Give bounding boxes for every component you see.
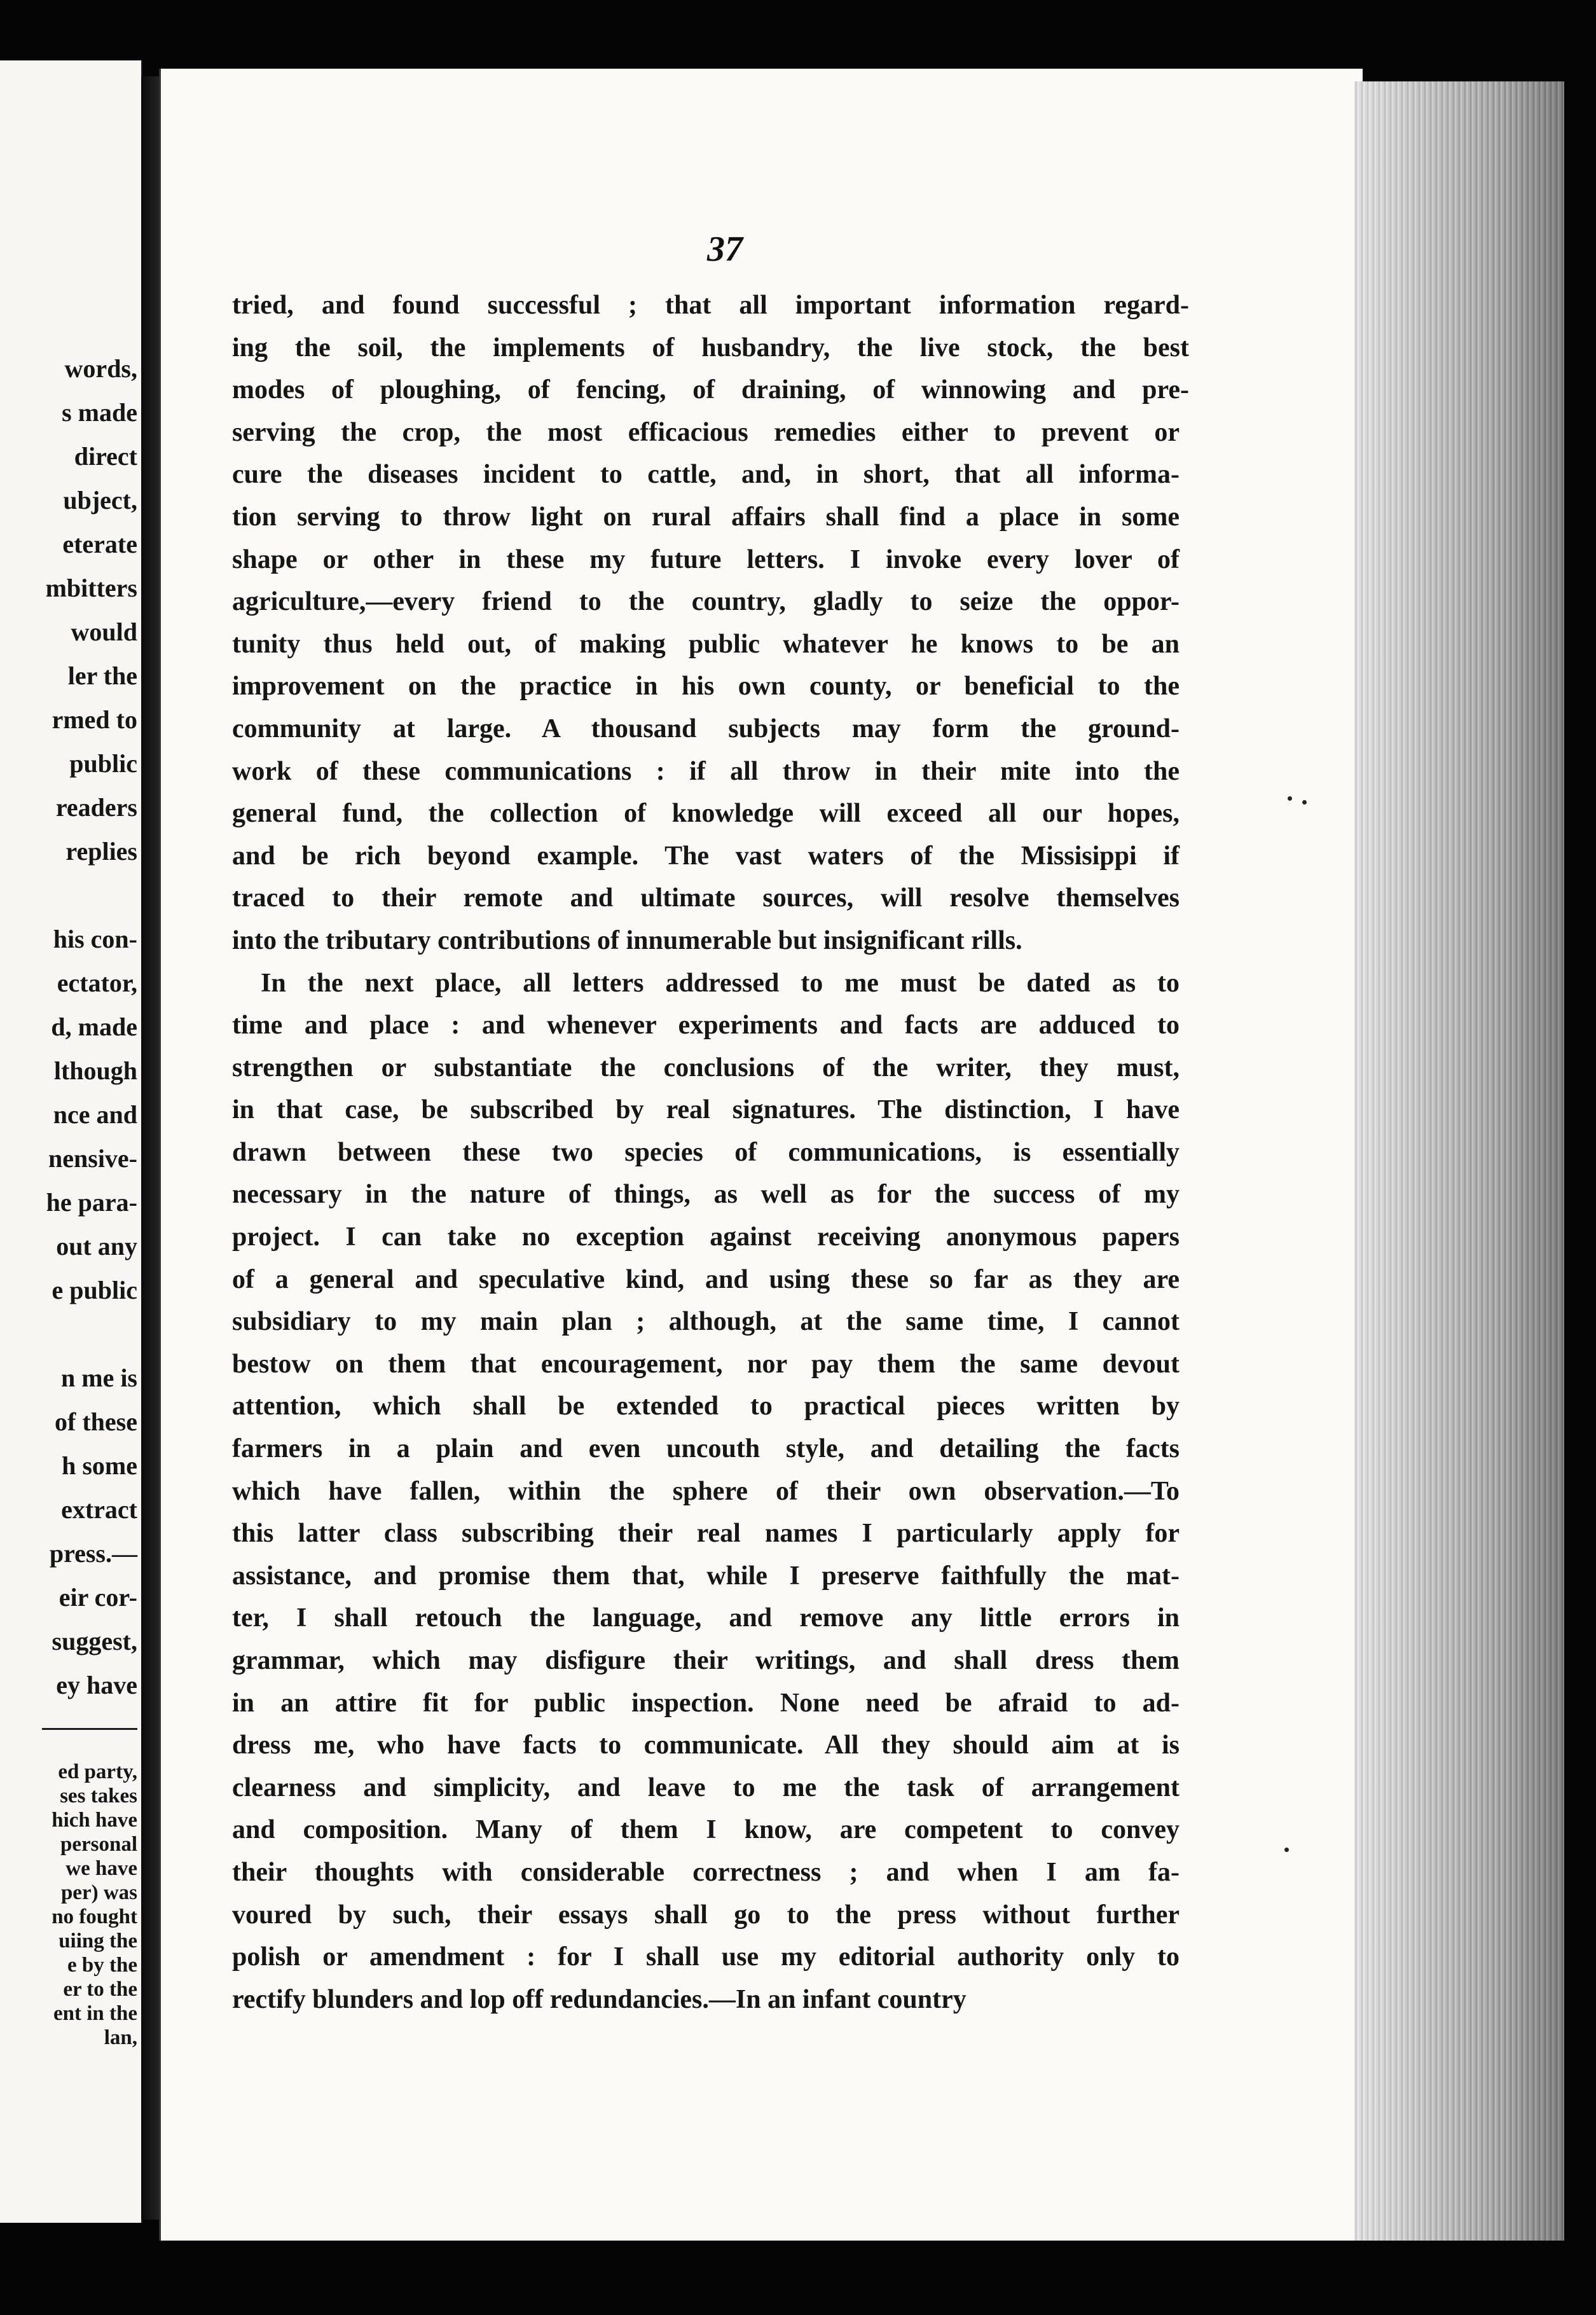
facing-page-footnote-line: hich have — [52, 1809, 137, 1832]
facing-page-line: lthough — [53, 1056, 137, 1085]
facing-page-line: d, made — [51, 1012, 137, 1041]
facing-page-line — [46, 873, 137, 917]
facing-page-footnote-line: we have — [65, 1857, 137, 1880]
facing-page-footnote-line: e by the — [67, 1954, 137, 1977]
text-line: strengthen or substantiate the conclusions of the writer, they must, — [232, 1053, 1180, 1082]
facing-page-line: s made — [62, 398, 137, 427]
facing-page-line: n me is — [61, 1364, 137, 1392]
facing-page-footnote-line: uiing the — [58, 1930, 137, 1952]
facing-page-line: would — [71, 618, 137, 646]
ink-speck — [1302, 800, 1307, 805]
text-line: agriculture,—every friend to the country, gladly to seize the oppor- — [232, 587, 1180, 617]
text-line: subsidiary to my main plan ; although, at the same time, I cannot — [232, 1307, 1180, 1337]
text-line: their thoughts with considerable correctness ; and when I am fa- — [232, 1857, 1180, 1887]
text-line: ter, I shall retouch the language, and remove any little errors in — [232, 1603, 1180, 1633]
facing-page-line: ubject, — [63, 486, 137, 515]
facing-page-footnote-line: no fought — [52, 1905, 137, 1928]
ink-speck — [1284, 1848, 1289, 1852]
page-block-edge — [1354, 81, 1564, 2241]
text-line: assistance, and promise them that, while I preserve faithfully the mat- — [232, 1561, 1180, 1591]
text-line: shape or other in these my future letters. I invoke every lover of — [232, 544, 1180, 574]
text-line: which have fallen, within the sphere of their own observation.—To — [232, 1476, 1180, 1506]
text-line: dress me, who have facts to communicate. All they should aim at is — [232, 1731, 1180, 1760]
facing-page-line: suggest, — [52, 1627, 137, 1655]
text-line: in that case, be subscribed by real signatures. The distinction, I have — [232, 1095, 1180, 1125]
facing-page-line: his con- — [53, 925, 137, 953]
text-line: modes of ploughing, of fencing, of draining, of winnowing and pre- — [232, 375, 1189, 405]
facing-page-line: h some — [62, 1451, 137, 1480]
text-line: farmers in a plain and even uncouth style, and detailing the facts — [232, 1434, 1180, 1464]
text-line: voured by such, their essays shall go to the press without further — [232, 1900, 1180, 1930]
text-line: this latter class subscribing their real names I particularly apply for — [232, 1519, 1180, 1549]
text-line: traced to their remote and ultimate sources, will resolve themselves — [232, 883, 1180, 913]
facing-page-line: eterate — [62, 530, 137, 558]
facing-page-line: words, — [64, 354, 137, 383]
facing-page-footnote-line: ent in the — [53, 2002, 137, 2025]
facing-page-footnotes — [52, 1760, 137, 2050]
facing-page-footnote-line: personal — [60, 1833, 137, 1856]
facing-page-line: e public — [52, 1276, 137, 1304]
facing-page-line: nensive- — [48, 1144, 137, 1173]
facing-page-line: press.— — [49, 1539, 137, 1568]
facing-page-line — [46, 1312, 137, 1356]
facing-page-line: mbitters — [45, 574, 137, 602]
text-line: of a general and speculative kind, and using these so far as they are — [232, 1264, 1180, 1294]
facing-page-line: ey have — [56, 1671, 137, 1699]
ink-speck — [1288, 796, 1292, 801]
text-line: clearness and simplicity, and leave to me the task of arrangement — [232, 1773, 1180, 1802]
text-line: cure the diseases incident to cattle, and, in short, that all informa- — [232, 460, 1180, 490]
facing-page-footnote-line: ed party, — [58, 1760, 137, 1783]
facing-page-text — [46, 347, 137, 1707]
facing-page-line: extract — [61, 1495, 137, 1524]
text-line: and composition. Many of them I know, are competent to convey — [232, 1815, 1180, 1845]
text-line: rectify blunders and lop off redundancies.—In an infant country — [232, 1984, 967, 2014]
text-line: ing the soil, the implements of husbandry, the live stock, the best — [232, 333, 1189, 363]
facing-page-footnote-line: lan, — [104, 2026, 137, 2049]
text-line: necessary in the nature of things, as well as for the success of my — [232, 1180, 1180, 1210]
text-line: tion serving to throw light on rural affairs shall find a place in some — [232, 502, 1180, 532]
text-line: work of these communications : if all throw in their mite into the — [232, 756, 1180, 786]
facing-page-footnote-line: ses takes — [60, 1785, 137, 1807]
facing-page-line: nce and — [53, 1100, 137, 1129]
text-line: polish or amendment : for I shall use my editorial authority only to — [232, 1942, 1180, 1972]
facing-page-line: direct — [74, 442, 137, 471]
facing-page-line: rmed to — [52, 705, 137, 734]
text-line: improvement on the practice in his own county, or beneficial to the — [232, 672, 1180, 701]
text-line: general fund, the collection of knowledge will exceed all our hopes, — [232, 799, 1180, 829]
facing-page-line: out any — [56, 1232, 137, 1261]
text-line: In the next place, all letters addressed to me must be dated as to — [261, 968, 1180, 998]
footnote-rule — [42, 1728, 137, 1730]
text-line: community at large. A thousand subjects may form the ground- — [232, 714, 1180, 743]
facing-page-line: ler the — [67, 661, 137, 690]
facing-page-line: public — [69, 749, 137, 778]
facing-page-footnote-line: per) was — [60, 1881, 137, 1904]
facing-page-line: of these — [55, 1407, 137, 1436]
facing-page-line: ectator, — [57, 969, 137, 997]
text-line: serving the crop, the most efficacious remedies either to prevent or — [232, 417, 1180, 447]
text-line: in an attire fit for public inspection. None need be afraid to ad- — [232, 1688, 1180, 1718]
text-line: time and place : and whenever experiments and facts are adduced to — [232, 1011, 1180, 1040]
text-line: project. I can take no exception against receiving anonymous papers — [232, 1222, 1180, 1252]
facing-page-line: replies — [65, 837, 137, 866]
text-line: tunity thus held out, of making public whatever he knows to be an — [232, 629, 1180, 659]
facing-page-line: he para- — [46, 1188, 137, 1217]
text-line: into the tributary contributions of innumerable but insignificant rills. — [232, 925, 1022, 955]
text-line: and be rich beyond example. The vast waters of the Missisippi if — [232, 841, 1180, 871]
text-line: attention, which shall be extended to practical pieces written by — [232, 1392, 1180, 1421]
facing-page-line: readers — [55, 793, 137, 822]
page-number: 37 — [707, 230, 743, 269]
facing-page-footnote-line: er to the — [63, 1978, 137, 2001]
facing-page-line: eir cor- — [58, 1583, 137, 1612]
text-line: drawn between these two species of communications, is essentially — [232, 1137, 1180, 1167]
facing-page — [0, 60, 142, 2223]
text-line: tried, and found successful ; that all important information regard- — [232, 291, 1189, 320]
text-line: grammar, which may disfigure their writings, and shall dress them — [232, 1646, 1180, 1675]
text-line: bestow on them that encouragement, nor pay them the same devout — [232, 1349, 1180, 1379]
body-text — [232, 284, 1189, 2021]
